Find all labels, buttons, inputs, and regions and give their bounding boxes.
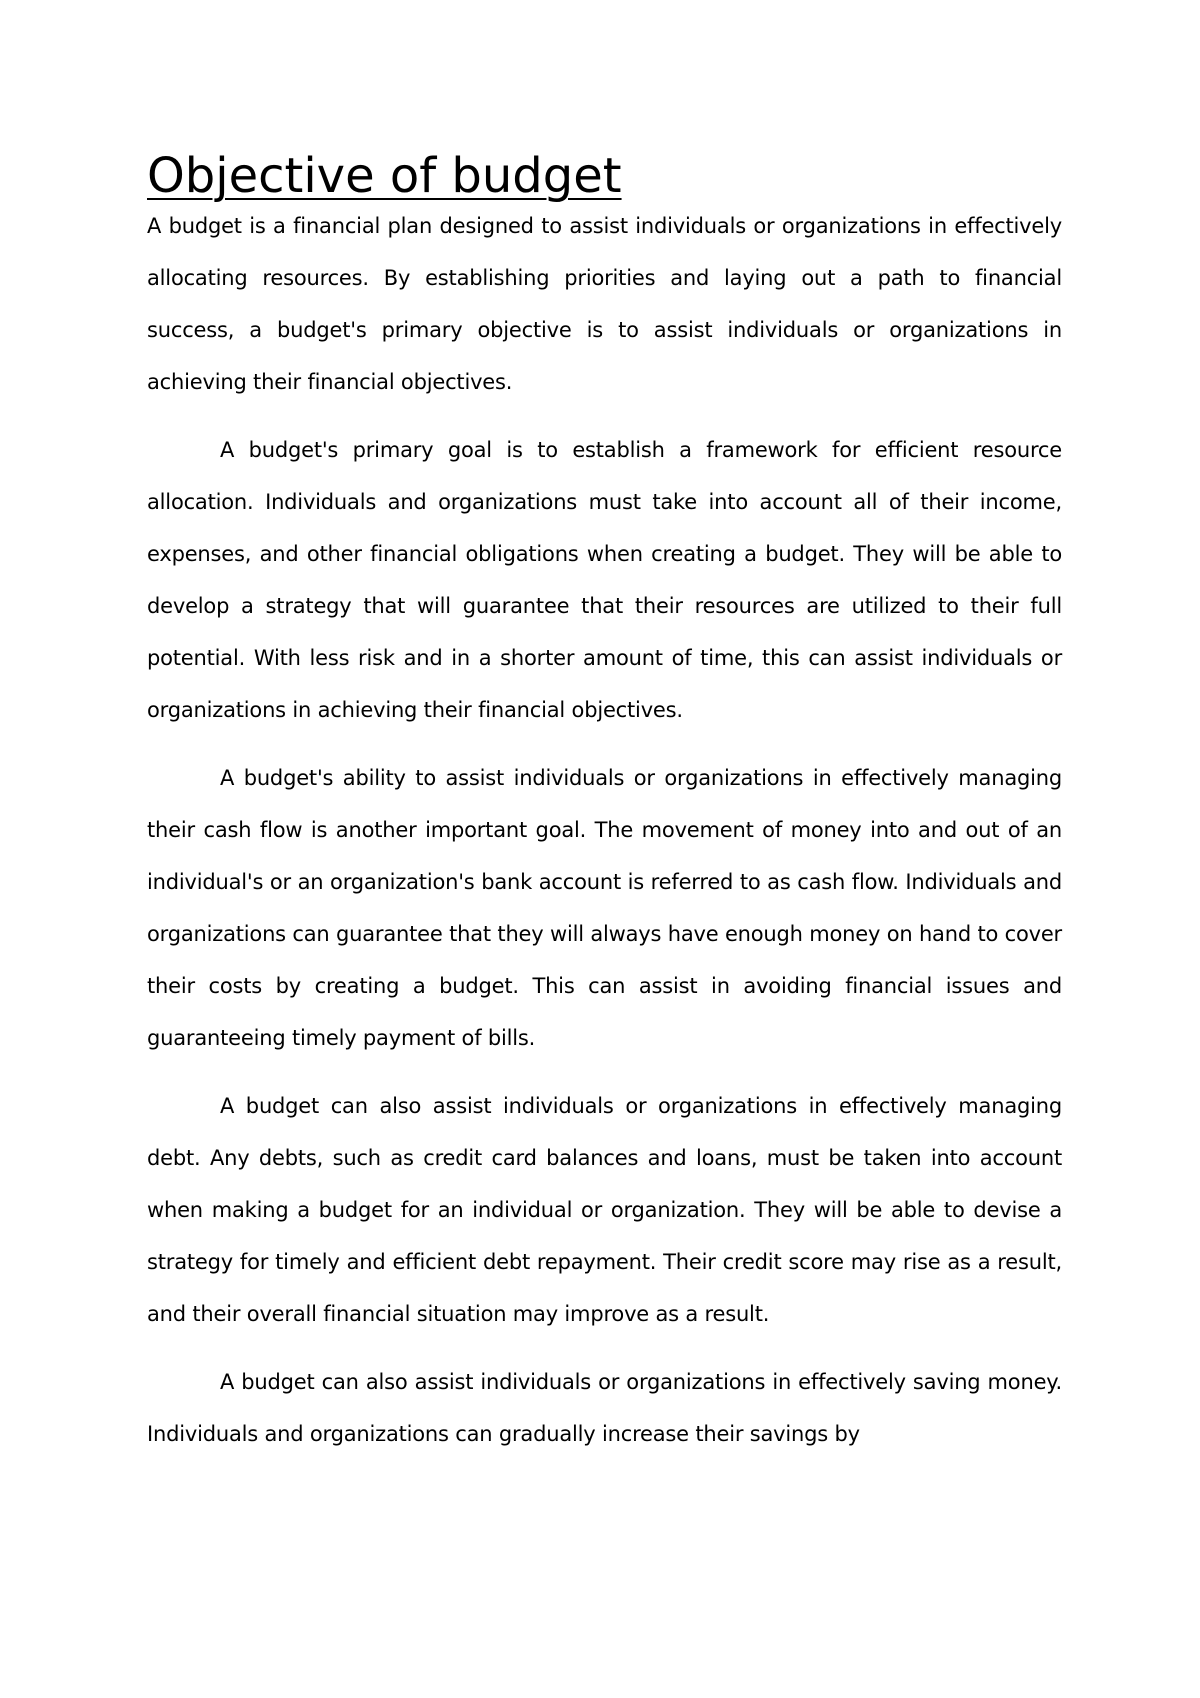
paragraph-saving: A budget can also assist individuals or organizations in effectively saving money. Individuals and organizations can gradually increase their savings by	[147, 1370, 1062, 1446]
document-body	[147, 140, 1062, 1476]
paragraph-debt: A budget can also assist individuals or organizations in effectively managing debt. Any debts, such as credit card balances and loans, must be taken into account when making a budget for an individual or organization. They will be able to devise a strategy for timely and efficient debt repayment. Their credit score may rise as a result, and their overall financial situation may improve as a result.	[147, 1094, 1062, 1326]
paragraph-cash-flow: A budget's ability to assist individuals or organizations in effectively managing their cash flow is another important goal. The movement of money into and out of an individual's or an organization's bank account is referred to as cash flow. Individuals and organizations can guarantee that they will always have enough money on hand to cover their costs by creating a budget. This can assist in avoiding financial issues and guaranteeing timely payment of bills.	[147, 766, 1062, 1050]
page-title: Objective of budget	[147, 148, 622, 204]
paragraph-resource-allocation: A budget's primary goal is to establish a framework for efficient resource allocation. Individuals and organizations must take into account all of their income, expenses, and other financial obligations when creating a budget. They will be able to develop a strategy that will guarantee that their resources are utilized to their full potential. With less risk and in a shorter amount of time, this can assist individuals or organizations in achieving their financial objectives.	[147, 438, 1062, 722]
paragraph-intro: A budget is a financial plan designed to assist individuals or organizations in effectively allocating resources. By establishing priorities and laying out a path to financial success, a budget's primary objective is to assist individuals or organizations in achieving their financial objectives.	[147, 214, 1062, 394]
